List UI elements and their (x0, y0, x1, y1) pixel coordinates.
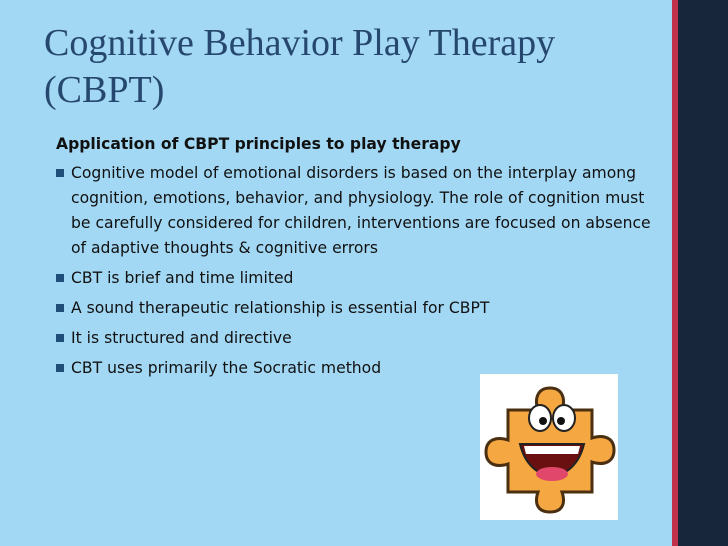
bullet-item (46, 296, 666, 321)
square-bullet-icon (56, 334, 64, 342)
right-decorative-band (672, 0, 728, 546)
slide-title: Cognitive Behavior Play Therapy (CBPT) (44, 22, 556, 111)
bullet-item (46, 266, 666, 291)
bullet-text: CBT uses primarily the Socratic method (71, 359, 382, 377)
square-bullet-icon (56, 304, 64, 312)
bullet-item (46, 161, 666, 261)
bullet-text: A sound therapeutic relationship is essential for CBPT (71, 299, 490, 317)
bullet-list (46, 161, 666, 381)
square-bullet-icon (56, 169, 64, 177)
bullet-item (46, 326, 666, 351)
smiling-puzzle-piece-icon (480, 374, 618, 520)
bullet-text: It is structured and directive (71, 329, 292, 347)
slide-body (46, 133, 666, 386)
bullet-text: Cognitive model of emotional disorders is based on the interplay among cognition, emotions, behavior, and physiology. The role of cognition must be carefully considered for children, interventions are focused on absence of adaptive thoughts & cognitive errors (71, 164, 651, 257)
red-accent-stripe (672, 0, 678, 546)
square-bullet-icon (56, 274, 64, 282)
subheading: Application of CBPT principles to play therapy (56, 135, 461, 153)
bullet-text: CBT is brief and time limited (71, 269, 294, 287)
square-bullet-icon (56, 364, 64, 372)
